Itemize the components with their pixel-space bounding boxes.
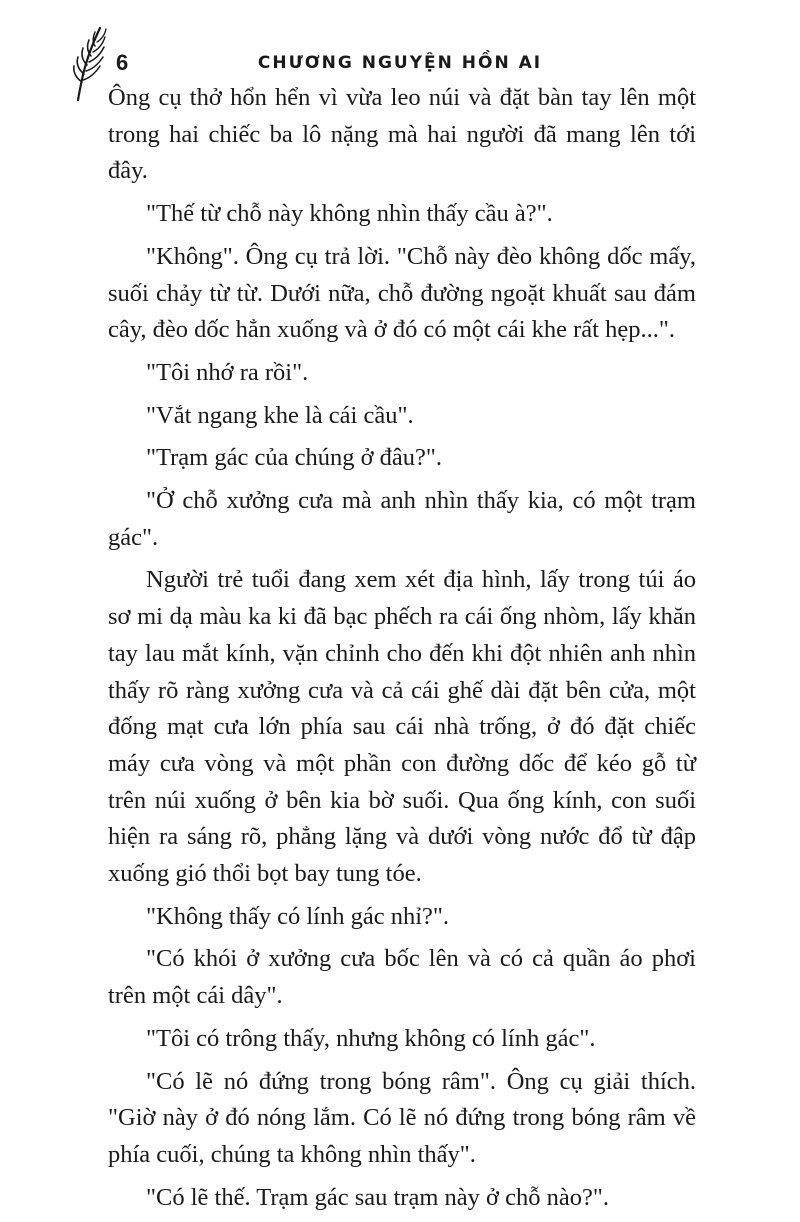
paragraph: "Thế từ chỗ này không nhìn thấy cầu à?". <box>146 200 553 228</box>
paragraph: Người trẻ tuổi đang xem xét địa hình, lấy trong túi áo sơ mi dạ màu ka ki đã bạc phếch ra cái ống nhòm, lấy khăn tay lau mắt kính, vặn chỉnh cho đến khi đột nhiên anh nhìn thấy rõ ràng xưởng cưa và cả cái ghế dài đặt bên cửa, một đống mạt cưa lớn phía sau cái nhà trống, ở đó đặt chiếc máy cưa vòng và một phần con đường dốc để kéo gỗ từ trên núi xuống ở bên kia bờ suối. Qua ống kính, con suối hiện ra sáng rõ, phẳng lặng và dưới vòng nước đổ từ đập xuống gió thổi bọt bay tung tóe. <box>108 566 696 888</box>
paragraph: "Trạm gác của chúng ở đâu?". <box>146 444 443 472</box>
paragraph: "Có lẽ nó đứng trong bóng râm". Ông cụ giải thích. "Giờ này ở đó nóng lắm. Có lẽ nó đứng trong bóng râm về phía cuối, chúng ta không nhìn thấy". <box>108 1067 696 1168</box>
paragraph: "Tôi có trông thấy, nhưng không có lính gác". <box>146 1024 596 1052</box>
paragraph: "Không thấy có lính gác nhỉ?". <box>146 902 450 930</box>
paragraph: Ông cụ thở hổn hển vì vừa leo núi và đặt bàn tay lên một trong hai chiếc ba lô nặng mà hai người đã mang lên tới đây. <box>108 84 696 185</box>
paragraph: "Không". Ông cụ trả lời. "Chỗ này đèo không dốc mấy, suối chảy từ từ. Dưới nữa, chỗ đường ngoặt khuất sau đám cây, đèo dốc hẳn xuống và ở đó có một cái khe rất hẹp...". <box>108 242 696 344</box>
page-number: 6 <box>116 50 129 75</box>
paragraph: "Vắt ngang khe là cái cầu". <box>146 401 414 429</box>
running-header-title: CHƯƠNG NGUYỆN HỒN AI <box>257 53 543 73</box>
paragraph: "Có lẽ thế. Trạm gác sau trạm này ở chỗ nào?". <box>146 1183 609 1211</box>
body-text <box>108 80 696 1222</box>
paragraph: "Ở chỗ xưởng cưa mà anh nhìn thấy kia, có một trạm gác". <box>108 487 696 551</box>
paragraph: "Tôi nhớ ra rồi". <box>146 358 309 386</box>
paragraph: "Có khói ở xưởng cưa bốc lên và có cả quần áo phơi trên một cái dây". <box>108 945 696 1010</box>
